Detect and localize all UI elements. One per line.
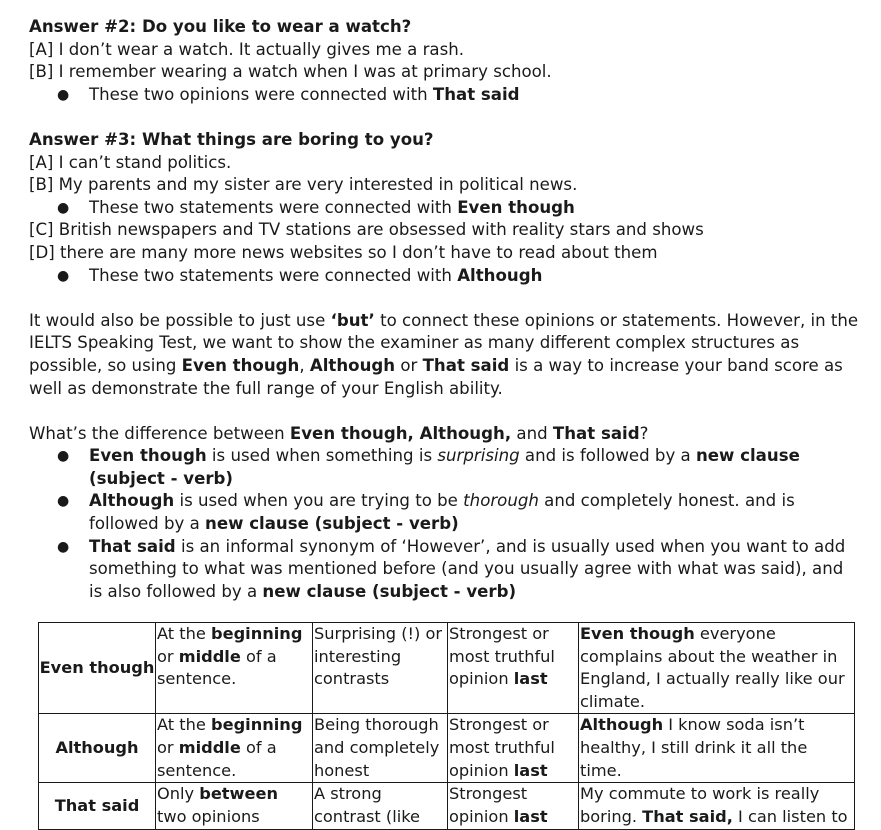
bullet-icon: ●	[57, 267, 70, 284]
order-cell: Strongest or most truthful opinion last	[448, 623, 579, 714]
answer3-option-d: [D] there are many more news websites so I don’t have to read about them	[29, 242, 658, 262]
bullet-icon: ●	[57, 493, 70, 510]
bullet-icon: ●	[57, 448, 70, 465]
bullet-icon: ●	[57, 199, 70, 216]
answer2-option-b: [B] I remember wearing a watch when I was at primary school.	[29, 62, 552, 82]
answer3-option-b: [B] My parents and my sister are very interested in political news.	[29, 175, 578, 195]
row-label: Even though	[39, 623, 156, 714]
usage-cell: Being thorough and completely honest	[313, 714, 448, 783]
table-row	[39, 714, 855, 783]
document-body	[29, 16, 869, 603]
position-cell: At the beginning or middle of a sentence.	[156, 623, 313, 714]
usage-cell: A strong contrast (like	[313, 783, 448, 829]
order-cell: Strongest opinion last	[448, 783, 579, 829]
answer2-bullet: ● These two opinions were connected with That said	[29, 84, 869, 107]
answer3-title: Answer #3: What things are boring to you?	[29, 129, 434, 149]
answer3-option-c: [C] British newspapers and TV stations are obsessed with reality stars and shows	[29, 220, 704, 240]
example-cell: Even though everyone complains about the weather in England, I actually really like our climate.	[579, 623, 855, 714]
explanation-paragraph: It would also be possible to just use ‘but’ to connect these opinions or statements. However, in the IELTS Speaking Test, we want to show the examiner as many different complex structures as possible, so using Even though, Although or That said is a way to increase your band score as well as demonstrate the full range of your English ability.	[29, 310, 859, 398]
row-label: Although	[39, 714, 156, 783]
answer2-option-a: [A] I don’t wear a watch. It actually gives me a rash.	[29, 39, 465, 59]
answer2-title: Answer #2: Do you like to wear a watch?	[29, 17, 412, 36]
list-item: ● Even though is used when something is surprising and is followed by a new clause (subject - verb)	[57, 446, 800, 488]
table-row	[39, 623, 855, 714]
answer3-bullet-1: ● These two statements were connected with Even though	[29, 197, 869, 220]
position-cell: At the beginning or middle of a sentence.	[156, 714, 313, 783]
table-row	[39, 783, 855, 829]
order-cell: Strongest or most truthful opinion last	[448, 714, 579, 783]
usage-cell: Surprising (!) or interesting contrasts	[313, 623, 448, 714]
answer3-option-a: [A] I can’t stand politics.	[29, 152, 232, 172]
example-cell: My commute to work is really boring. That said, I can listen to	[579, 783, 855, 829]
list-item: ● Although is used when you are trying to be thorough and completely honest. and is followed by a new clause (subject - verb)	[57, 491, 795, 534]
bullet-icon: ●	[57, 86, 70, 103]
answer3-bullet-2: ● These two statements were connected with Although	[29, 265, 869, 288]
difference-list	[29, 445, 869, 603]
comparison-table	[38, 622, 855, 830]
bullet-icon: ●	[57, 538, 70, 555]
position-cell: Only between two opinions	[156, 783, 313, 829]
example-cell: Although I know soda isn’t healthy, I still drink it all the time.	[579, 714, 855, 783]
row-label: That said	[39, 783, 156, 829]
list-item: ● That said is an informal synonym of ‘However’, and is usually used when you want to add something to what was mentioned before (and you usually agree with what was said), and is also followed by a new clause (subject - verb)	[57, 536, 846, 601]
difference-heading: What’s the difference between Even though, Although, and That said?	[29, 423, 649, 443]
